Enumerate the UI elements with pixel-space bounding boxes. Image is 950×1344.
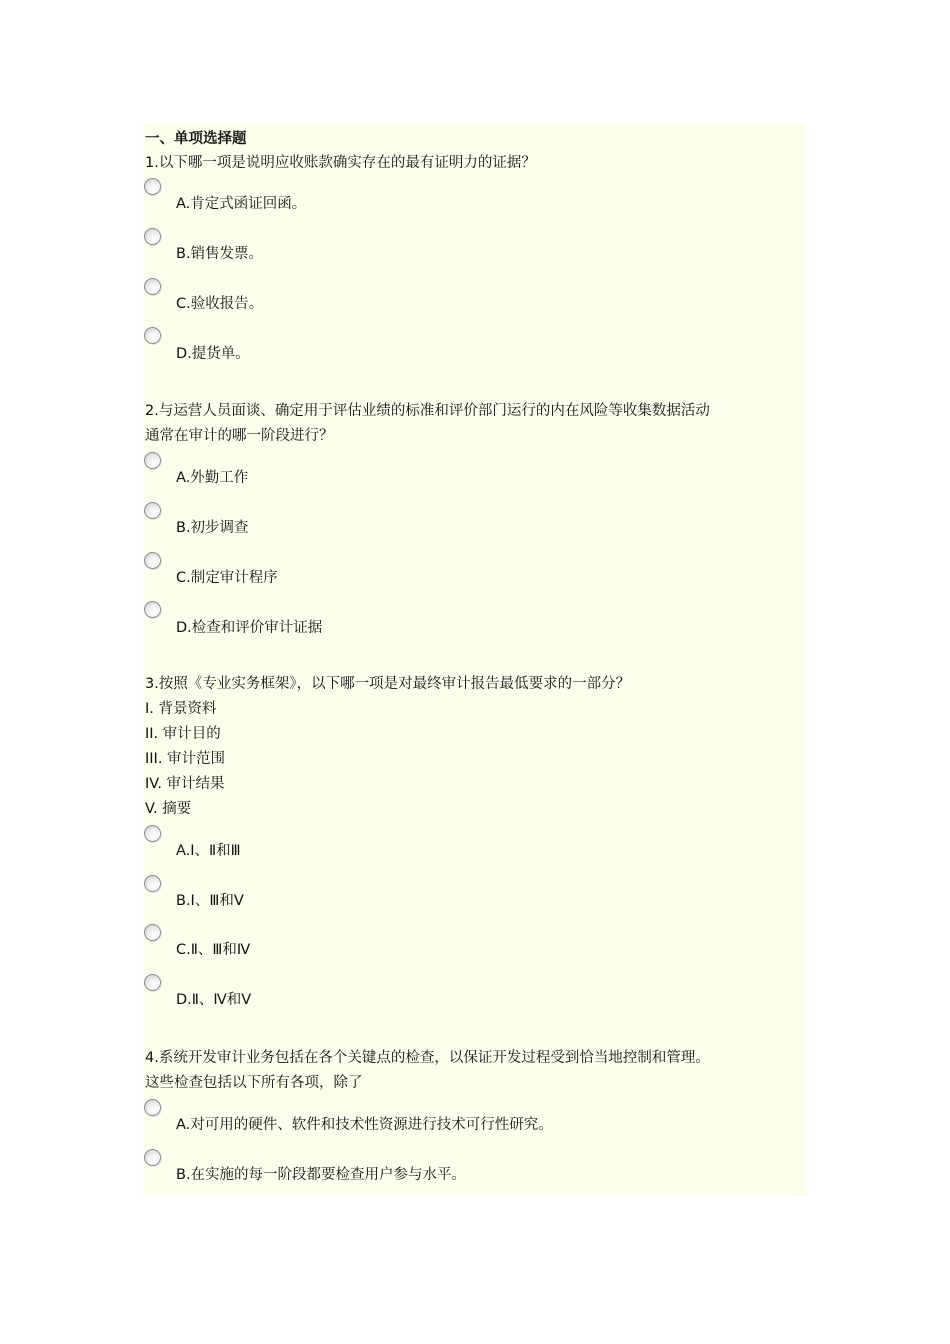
question-1-option-a[interactable]: A.肯定式函证回函。 [176, 196, 307, 212]
question-4-stem-line-1: 4.系统开发审计业务包括在各个关键点的检查，以保证开发过程受到恰当地控制和管理。 [145, 1050, 710, 1066]
question-2-option-b[interactable]: B.初步调查 [176, 520, 249, 536]
question-2-option-a[interactable]: A.外勤工作 [176, 470, 249, 486]
question-3-option-c[interactable]: C.Ⅱ、Ⅲ和Ⅳ [176, 942, 251, 958]
question-3-option-c-radio[interactable] [144, 924, 161, 941]
question-2-stem [145, 399, 710, 449]
question-3-item-4: IV. 审计结果 [145, 776, 225, 792]
question-3-stem [145, 672, 630, 697]
question-3-option-a[interactable]: A.I、Ⅱ和Ⅲ [176, 843, 241, 859]
question-2-option-d-radio[interactable] [144, 601, 161, 618]
question-3-stem-line-1: 3.按照《专业实务框架》，以下哪一项是对最终审计报告最低要求的一部分？ [145, 676, 631, 692]
question-3-option-b-radio[interactable] [144, 875, 161, 892]
question-1-option-d[interactable]: D.提货单。 [176, 346, 250, 362]
question-4-option-a-radio[interactable] [144, 1099, 161, 1116]
question-4-stem [145, 1046, 710, 1096]
question-1-option-b-radio[interactable] [144, 228, 161, 245]
question-1-stem [145, 151, 536, 176]
question-3-option-a-radio[interactable] [144, 825, 161, 842]
question-3-option-b[interactable]: B.I、Ⅲ和Ⅴ [176, 893, 244, 909]
question-1-option-a-radio[interactable] [144, 178, 161, 195]
question-3-item-1: I. 背景资料 [145, 701, 217, 717]
question-panel [143, 124, 805, 1195]
section-title: 一、单项选择题 [145, 131, 247, 147]
question-1-option-d-radio[interactable] [144, 327, 161, 344]
question-1-option-c[interactable]: C.验收报告。 [176, 296, 264, 312]
question-2-option-c-radio[interactable] [144, 552, 161, 569]
question-4-option-b-radio[interactable] [144, 1149, 161, 1166]
question-3-option-d-radio[interactable] [144, 974, 161, 991]
question-2-stem-line-2: 通常在审计的哪一阶段进行？ [145, 428, 334, 444]
question-2-option-d[interactable]: D.检查和评价审计证据 [176, 620, 323, 636]
question-2-option-c[interactable]: C.制定审计程序 [176, 570, 278, 586]
question-1-stem-line-1: 1.以下哪一项是说明应收账款确实存在的最有证明力的证据？ [145, 155, 536, 171]
question-3-item-5: V. 摘要 [145, 801, 192, 817]
question-1-option-c-radio[interactable] [144, 278, 161, 295]
question-1-option-b[interactable]: B.销售发票。 [176, 246, 264, 262]
question-2-stem-line-1: 2.与运营人员面谈、确定用于评估业绩的标准和评价部门运行的内在风险等收集数据活动 [145, 403, 710, 419]
question-4-stem-line-2: 这些检查包括以下所有各项，除了 [145, 1075, 363, 1091]
question-2-option-a-radio[interactable] [144, 452, 161, 469]
question-3-option-d[interactable]: D.Ⅱ、Ⅳ和Ⅴ [176, 992, 252, 1008]
question-3-item-2: II. 审计目的 [145, 726, 221, 742]
question-3-item-3: III. 审计范围 [145, 751, 226, 767]
question-4-option-a[interactable]: A.对可用的硬件、软件和技术性资源进行技术可行性研究。 [176, 1117, 553, 1133]
question-4-option-b[interactable]: B.在实施的每一阶段都要检查用户参与水平。 [176, 1167, 467, 1183]
question-2-option-b-radio[interactable] [144, 502, 161, 519]
